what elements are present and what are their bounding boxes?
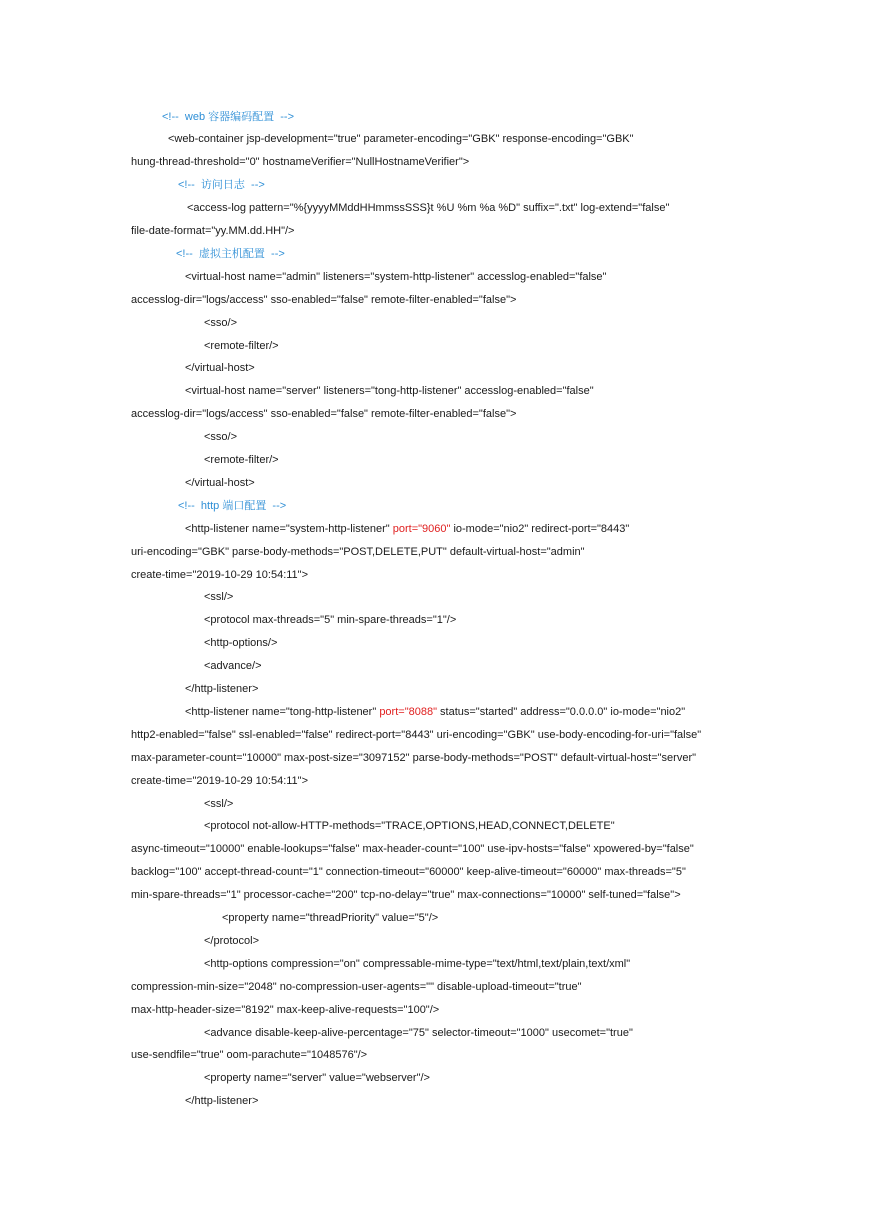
code-line (131, 747, 829, 770)
code-line (131, 541, 829, 564)
code-line (131, 357, 829, 380)
xml-comment: <!-- http 端口配置 --> (178, 499, 287, 512)
xml-text: <http-options compression="on" compressable-mime-type="text/html,text/plain,text/xml" (204, 957, 631, 970)
code-line (131, 449, 829, 472)
code-line (131, 518, 829, 541)
xml-text: status="started" address="0.0.0.0" io-mode="nio2" (436, 705, 686, 718)
code-line (131, 289, 829, 312)
xml-text: create-time="2019-10-29 10:54:11"> (131, 568, 308, 581)
code-line (131, 564, 829, 587)
xml-text: max-http-header-size="8192" max-keep-alive-requests="100"/> (131, 1003, 440, 1016)
code-line (131, 1067, 829, 1090)
xml-text: accesslog-dir="logs/access" sso-enabled="false" remote-filter-enabled="false"> (131, 293, 517, 306)
xml-text: </virtual-host> (185, 476, 255, 489)
xml-text: <http-listener name="tong-http-listener" (185, 705, 380, 718)
code-line (131, 403, 829, 426)
xml-text: <web-container jsp-development="true" parameter-encoding="GBK" response-encoding="GBK" (168, 133, 634, 146)
code-line (131, 770, 829, 793)
xml-text: io-mode="nio2" redirect-port="8443" (450, 522, 630, 535)
code-line (131, 838, 829, 861)
xml-text: <ssl/> (204, 797, 234, 810)
xml-text: <property name="threadPriority" value="5"/> (222, 912, 439, 924)
code-line (131, 701, 829, 724)
code-line (131, 106, 829, 129)
code-line (131, 632, 829, 655)
code-line (131, 655, 829, 678)
xml-text: accesslog-dir="logs/access" sso-enabled="false" remote-filter-enabled="false"> (131, 408, 517, 421)
code-line (131, 815, 829, 838)
xml-text: async-timeout="10000" enable-lookups="false" max-header-count="100" use-ipv-hosts="false" xpowered-by="false" (131, 843, 694, 856)
code-line (131, 586, 829, 609)
code-line (131, 609, 829, 632)
xml-text: hung-thread-threshold="0" hostnameVerifier="NullHostnameVerifier"> (131, 156, 470, 169)
code-line (131, 426, 829, 449)
code-line (131, 861, 829, 884)
xml-text: <sso/> (204, 316, 238, 329)
code-line (131, 884, 829, 907)
xml-text: http2-enabled="false" ssl-enabled="false" redirect-port="8443" uri-encoding="GBK" use-body-encoding-for-uri="false" (131, 728, 702, 741)
xml-text: uri-encoding="GBK" parse-body-methods="POST,DELETE,PUT" default-virtual-host="admin" (131, 545, 585, 558)
code-line (131, 930, 829, 953)
code-line (131, 678, 829, 701)
code-line (131, 907, 829, 930)
xml-text: <property name="server" value="webserver"/> (204, 1072, 430, 1085)
code-line (131, 999, 829, 1022)
xml-text: <protocol not-allow-HTTP-methods="TRACE,OPTIONS,HEAD,CONNECT,DELETE" (204, 820, 615, 833)
code-line (131, 335, 829, 358)
xml-text: max-parameter-count="10000" max-post-size="3097152" parse-body-methods="POST" default-virtual-host="server" (131, 751, 697, 764)
xml-text: <http-listener name="system-http-listener" (185, 522, 393, 535)
xml-text: <virtual-host name="server" listeners="tong-http-listener" accesslog-enabled="false" (185, 385, 594, 398)
xml-text: min-spare-threads="1" processor-cache="200" tcp-no-delay="true" max-connections="10000" self-tuned="false"> (131, 889, 681, 902)
code-line (131, 312, 829, 335)
xml-text: compression-min-size="2048" no-compression-user-agents="" disable-upload-timeout="true" (131, 980, 582, 993)
code-line (131, 1044, 829, 1067)
xml-text: <virtual-host name="admin" listeners="system-http-listener" accesslog-enabled="false" (185, 270, 607, 283)
code-line (131, 151, 829, 174)
code-line (131, 976, 829, 999)
xml-text: <remote-filter/> (204, 454, 279, 466)
highlighted-port: port="8088" (379, 705, 437, 718)
code-line (131, 1090, 829, 1113)
code-line (131, 380, 829, 403)
code-line (131, 724, 829, 747)
code-line (131, 243, 829, 266)
xml-text: </http-listener> (185, 1095, 259, 1108)
code-line (131, 197, 829, 220)
xml-comment: <!-- 虚拟主机配置 --> (176, 247, 285, 260)
xml-text: <remote-filter/> (204, 339, 279, 352)
code-line (131, 495, 829, 518)
code-line (131, 793, 829, 816)
xml-comment: <!-- 访问日志 --> (178, 179, 265, 192)
xml-comment: <!-- web 容器编码配置 --> (162, 110, 295, 123)
xml-text: <sso/> (204, 431, 238, 444)
xml-text: <protocol max-threads="5" min-spare-threads="1"/> (204, 614, 457, 627)
xml-text: backlog="100" accept-thread-count="1" connection-timeout="60000" keep-alive-timeout="60000" max-threads="5" (131, 866, 686, 879)
xml-text: use-sendfile="true" oom-parachute="1048576"/> (131, 1049, 368, 1062)
xml-text: <advance/> (204, 660, 262, 673)
xml-text: </protocol> (204, 934, 260, 947)
xml-text: create-time="2019-10-29 10:54:11"> (131, 774, 308, 787)
xml-text: <http-options/> (204, 637, 278, 650)
code-line (131, 1022, 829, 1045)
xml-text: </http-listener> (185, 683, 259, 695)
xml-text: <advance disable-keep-alive-percentage="75" selector-timeout="1000" usecomet="true" (204, 1026, 633, 1039)
code-line (131, 266, 829, 289)
code-line (131, 128, 829, 151)
code-line (131, 472, 829, 495)
xml-text: <access-log pattern="%{yyyyMMddHHmmssSSS}t %U %m %a %D" suffix=".txt" log-extend="false" (187, 202, 670, 215)
xml-text: </virtual-host> (185, 362, 255, 375)
code-line (131, 174, 829, 197)
highlighted-port: port="9060" (392, 522, 451, 535)
xml-text: file-date-format="yy.MM.dd.HH"/> (131, 225, 295, 237)
code-line (131, 953, 829, 976)
xml-text: <ssl/> (204, 591, 234, 604)
code-line (131, 220, 829, 243)
